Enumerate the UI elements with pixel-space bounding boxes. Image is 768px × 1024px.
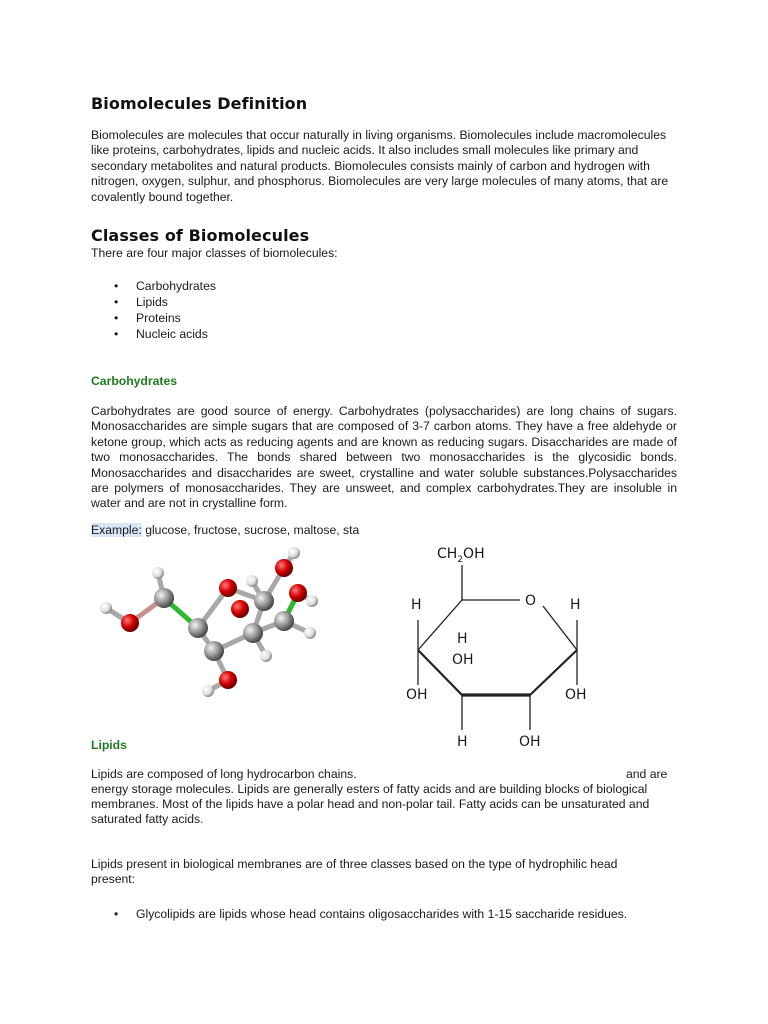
list-item: • Nucleic acids: [91, 326, 216, 342]
h-top-right-label: H: [570, 597, 581, 613]
lipids-line-1: Lipids are composed of long hydrocarbon chains.: [91, 767, 357, 781]
oh-bottom-label: OH: [519, 734, 541, 750]
oh-mid-label: OH: [452, 652, 474, 668]
lipids-paragraph: membranes. Most of the lipids have a polar head and non-polar tail. Fatty acids can be unsaturated and saturated fatty acids.: [91, 797, 650, 827]
example-text: glucose, fructose, sucrose, maltose, sta: [141, 523, 360, 537]
ring-bonds: [418, 565, 577, 730]
carbohydrates-paragraph: Carbohydrates are good source of energy. Carbohydrates (polysaccharides) are long chains of sugars. Monosaccharides are simple sugars that are composed of 3-7 carbon atoms. They have a free aldehyde or ketone group, which acts as reducing agents and are known as reducing sugars. Disaccharides are made of two monosaccharides. The bonds shared between two monosaccharides is the glycosidic bonds. Monosaccharides and disaccharides are sweet, crystalline and water soluble substances.Polysaccharides are polymers of monosaccharides. They are unsweet, and complex carbohydrates.They are insoluble in water and are not in crystalline form.: [91, 404, 677, 511]
list-item: • Glycolipids are lipids whose head contains oligosaccharides with 1-15 saccharide residues.: [91, 906, 627, 922]
lipid-classes-intro: Lipids present in biological membranes are of three classes based on the type of hydrophilic head present:: [91, 857, 618, 887]
molecule-3d-model: [88, 543, 354, 703]
page-title: Biomolecules Definition: [91, 94, 308, 113]
oh-right-label: OH: [565, 687, 587, 703]
lipids-heading: Lipids: [91, 738, 127, 752]
example-label: Example:: [91, 523, 142, 537]
lipid-classes-list: [91, 906, 627, 922]
ring-oxygen-label: O: [525, 593, 537, 609]
list-item: • Carbohydrates: [91, 278, 216, 294]
atoms: [100, 547, 318, 697]
classes-heading: Classes of Biomolecules: [91, 226, 310, 245]
example-line: [91, 523, 365, 538]
oh-left-label: OH: [406, 687, 428, 703]
ch2oh-label: $CH_2OH$: [437, 546, 485, 565]
definition-paragraph: Biomolecules are molecules that occur naturally in living organisms. Biomolecules include macromolecules like proteins, carbohydrates, lipids and nucleic acids. It also includes small molecules like primary and secondary metabolites and natural products. Biomolecules consists mainly of carbon and hydrogen with nitrogen, oxygen, sulphur, and phosphorus. Biomolecules are very large molecules of many atoms, that are covalently bound together.: [91, 128, 669, 204]
classes-intro: There are four major classes of biomolecules:: [91, 246, 338, 260]
glucose-ring-structure: [385, 540, 615, 755]
h-top-left-label: H: [411, 597, 422, 613]
lipids-line-1-tail: and are: [626, 767, 668, 781]
h-bottom-label: H: [457, 734, 468, 750]
list-item: • Lipids: [91, 294, 216, 310]
h-mid-label: H: [457, 631, 468, 647]
list-item: • Proteins: [91, 310, 216, 326]
classes-list: [91, 278, 216, 342]
lipids-line-2: energy storage molecules. Lipids are generally esters of fatty acids and are building blocks of biological: [91, 782, 648, 796]
carbohydrates-heading: Carbohydrates: [91, 374, 178, 388]
